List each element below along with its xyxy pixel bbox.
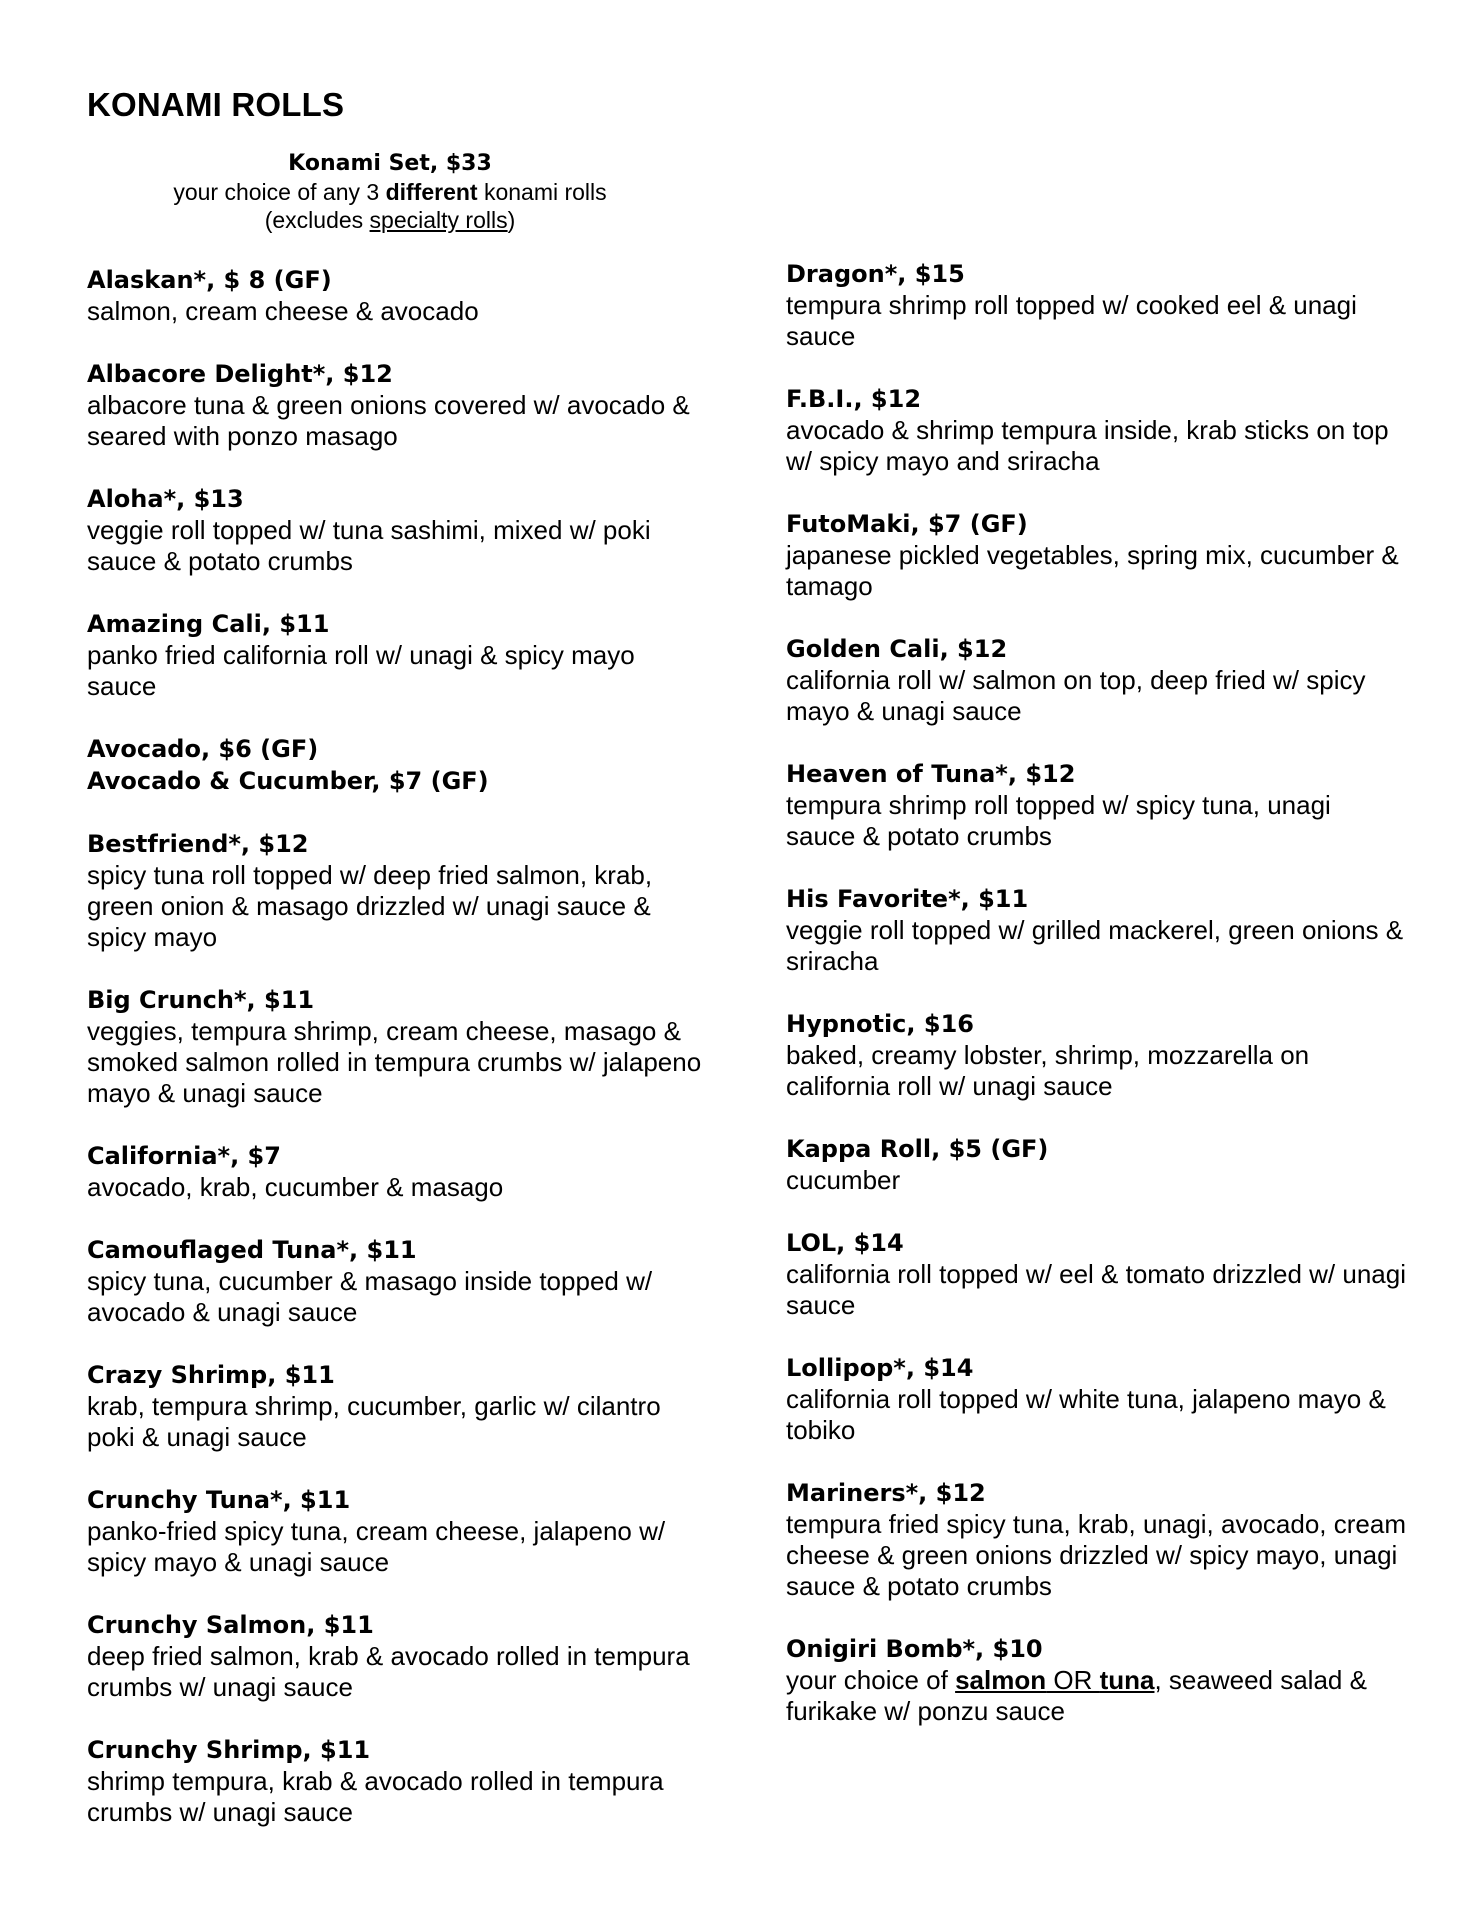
item-description: panko-fried spicy tuna, cream cheese, jalapeno w/ spicy mayo & unagi sauce <box>87 1516 666 1577</box>
menu-item <box>87 1359 707 1453</box>
menu-item <box>87 264 707 327</box>
item-description: krab, tempura shrimp, cucumber, garlic w/ cilantro poki & unagi sauce <box>87 1391 661 1452</box>
menu-item <box>87 733 707 797</box>
item-description: veggies, tempura shrimp, cream cheese, masago & smoked salmon rolled in tempura crumbs w/ jalapeno mayo & unagi sauce <box>87 1016 702 1108</box>
item-description: tempura shrimp roll topped w/ cooked eel & unagi sauce <box>786 290 1357 351</box>
menu-item <box>87 1234 707 1328</box>
menu-item <box>786 1352 1406 1446</box>
item-description: avocado & shrimp tempura inside, krab sticks on top w/ spicy mayo and sriracha <box>786 415 1389 476</box>
item-description: california roll w/ salmon on top, deep fried w/ spicy mayo & unagi sauce <box>786 665 1366 726</box>
menu-item <box>87 358 707 452</box>
item-name: Avocado, $6 (GF) <box>87 735 319 763</box>
menu-item <box>87 608 707 702</box>
item-name: Avocado & Cucumber, $7 (GF) <box>87 767 489 795</box>
item-description: deep fried salmon, krab & avocado rolled in tempura crumbs w/ unagi sauce <box>87 1641 690 1702</box>
konami-set-line1-suffix: konami rolls <box>477 179 607 205</box>
item-name: Crazy Shrimp, $11 <box>87 1361 335 1389</box>
item-name: Mariners*, $12 <box>786 1479 986 1507</box>
item-description: veggie roll topped w/ grilled mackerel, green onions & sriracha <box>786 915 1404 976</box>
konami-set-title: Konami Set, $33 <box>288 151 492 176</box>
desc-or: OR <box>1046 1665 1100 1695</box>
item-name: California*, $7 <box>87 1142 281 1170</box>
item-name: Dragon*, $15 <box>786 260 965 288</box>
item-name: Onigiri Bomb*, $10 <box>786 1635 1043 1663</box>
konami-set-line2-underline: specialty rolls <box>369 207 508 233</box>
item-name: FutoMaki, $7 (GF) <box>786 510 1028 538</box>
item-name: His Favorite*, $11 <box>786 885 1029 913</box>
desc-suffix: , seaweed salad & furikake w/ ponzu sauce <box>786 1665 1367 1726</box>
menu-item <box>786 1133 1406 1196</box>
item-description: baked, creamy lobster, shrimp, mozzarella on california roll w/ unagi sauce <box>786 1040 1310 1101</box>
item-description: spicy tuna, cucumber & masago inside topped w/ avocado & unagi sauce <box>87 1266 653 1327</box>
item-description: spicy tuna roll topped w/ deep fried salmon, krab, green onion & masago drizzled w/ unagi sauce & spicy mayo <box>87 860 653 952</box>
desc-tuna: tuna <box>1099 1665 1155 1695</box>
item-description: tempura fried spicy tuna, krab, unagi, avocado, cream cheese & green onions drizzled w/ spicy mayo, unagi sauce & potato crumbs <box>786 1509 1406 1601</box>
menu-item <box>786 883 1406 977</box>
item-description: tempura shrimp roll topped w/ spicy tuna, unagi sauce & potato crumbs <box>786 790 1331 851</box>
item-name: Amazing Cali, $11 <box>87 610 330 638</box>
menu-item <box>786 1633 1406 1727</box>
menu-item <box>87 483 707 577</box>
konami-set-line2-prefix: (excludes <box>264 207 370 233</box>
konami-set-line2 <box>140 206 640 234</box>
item-description: cucumber <box>786 1165 901 1195</box>
menu-column-left <box>87 264 707 1828</box>
item-name: Kappa Roll, $5 (GF) <box>786 1135 1049 1163</box>
menu-item <box>786 1008 1406 1102</box>
menu-column-right <box>786 258 1406 1727</box>
item-name: Crunchy Tuna*, $11 <box>87 1486 351 1514</box>
menu-item <box>87 1140 707 1203</box>
item-description: salmon, cream cheese & avocado <box>87 296 479 326</box>
item-name: Hypnotic, $16 <box>786 1010 974 1038</box>
item-description: panko fried california roll w/ unagi & spicy mayo sauce <box>87 640 635 701</box>
konami-set-line1-bold: different <box>385 179 478 205</box>
item-description: veggie roll topped w/ tuna sashimi, mixed w/ poki sauce & potato crumbs <box>87 515 651 576</box>
konami-set-line1-prefix: your choice of any 3 <box>173 179 386 205</box>
menu-item <box>87 1484 707 1578</box>
item-name: Big Crunch*, $11 <box>87 986 315 1014</box>
menu-item <box>786 1227 1406 1321</box>
item-name: LOL, $14 <box>786 1229 904 1257</box>
menu-item <box>786 383 1406 477</box>
konami-set-line2-suffix: ) <box>507 207 516 233</box>
menu-item <box>786 508 1406 602</box>
menu-item <box>786 633 1406 727</box>
item-name: Alaskan*, $ 8 (GF) <box>87 266 332 294</box>
item-name: Golden Cali, $12 <box>786 635 1008 663</box>
menu-item <box>87 1734 707 1828</box>
menu-item <box>786 1477 1406 1602</box>
item-name: Heaven of Tuna*, $12 <box>786 760 1076 788</box>
item-description: avocado, krab, cucumber & masago <box>87 1172 504 1202</box>
item-name: Aloha*, $13 <box>87 485 244 513</box>
item-name: F.B.I., $12 <box>786 385 922 413</box>
item-description: california roll topped w/ eel & tomato drizzled w/ unagi sauce <box>786 1259 1406 1320</box>
menu-item <box>87 828 707 953</box>
item-description: shrimp tempura, krab & avocado rolled in tempura crumbs w/ unagi sauce <box>87 1766 664 1827</box>
item-name: Albacore Delight*, $12 <box>87 360 393 388</box>
item-name: Crunchy Salmon, $11 <box>87 1611 374 1639</box>
menu-item <box>786 758 1406 852</box>
item-description: japanese pickled vegetables, spring mix, cucumber & tamago <box>786 540 1399 601</box>
page-title: KONAMI ROLLS <box>87 86 345 123</box>
menu-item <box>87 1609 707 1703</box>
item-name: Crunchy Shrimp, $11 <box>87 1736 371 1764</box>
konami-set-block <box>140 150 640 234</box>
item-name: Lollipop*, $14 <box>786 1354 974 1382</box>
desc-prefix: your choice of <box>786 1665 956 1695</box>
item-description: albacore tuna & green onions covered w/ avocado & seared with ponzo masago <box>87 390 690 451</box>
item-description <box>786 1665 1406 1727</box>
konami-set-line1 <box>140 178 640 206</box>
menu-item <box>786 258 1406 352</box>
item-name: Bestfriend*, $12 <box>87 830 309 858</box>
desc-salmon: salmon <box>955 1665 1047 1695</box>
item-name: Camouflaged Tuna*, $11 <box>87 1236 417 1264</box>
menu-item <box>87 984 707 1109</box>
item-description: california roll topped w/ white tuna, jalapeno mayo & tobiko <box>786 1384 1386 1445</box>
